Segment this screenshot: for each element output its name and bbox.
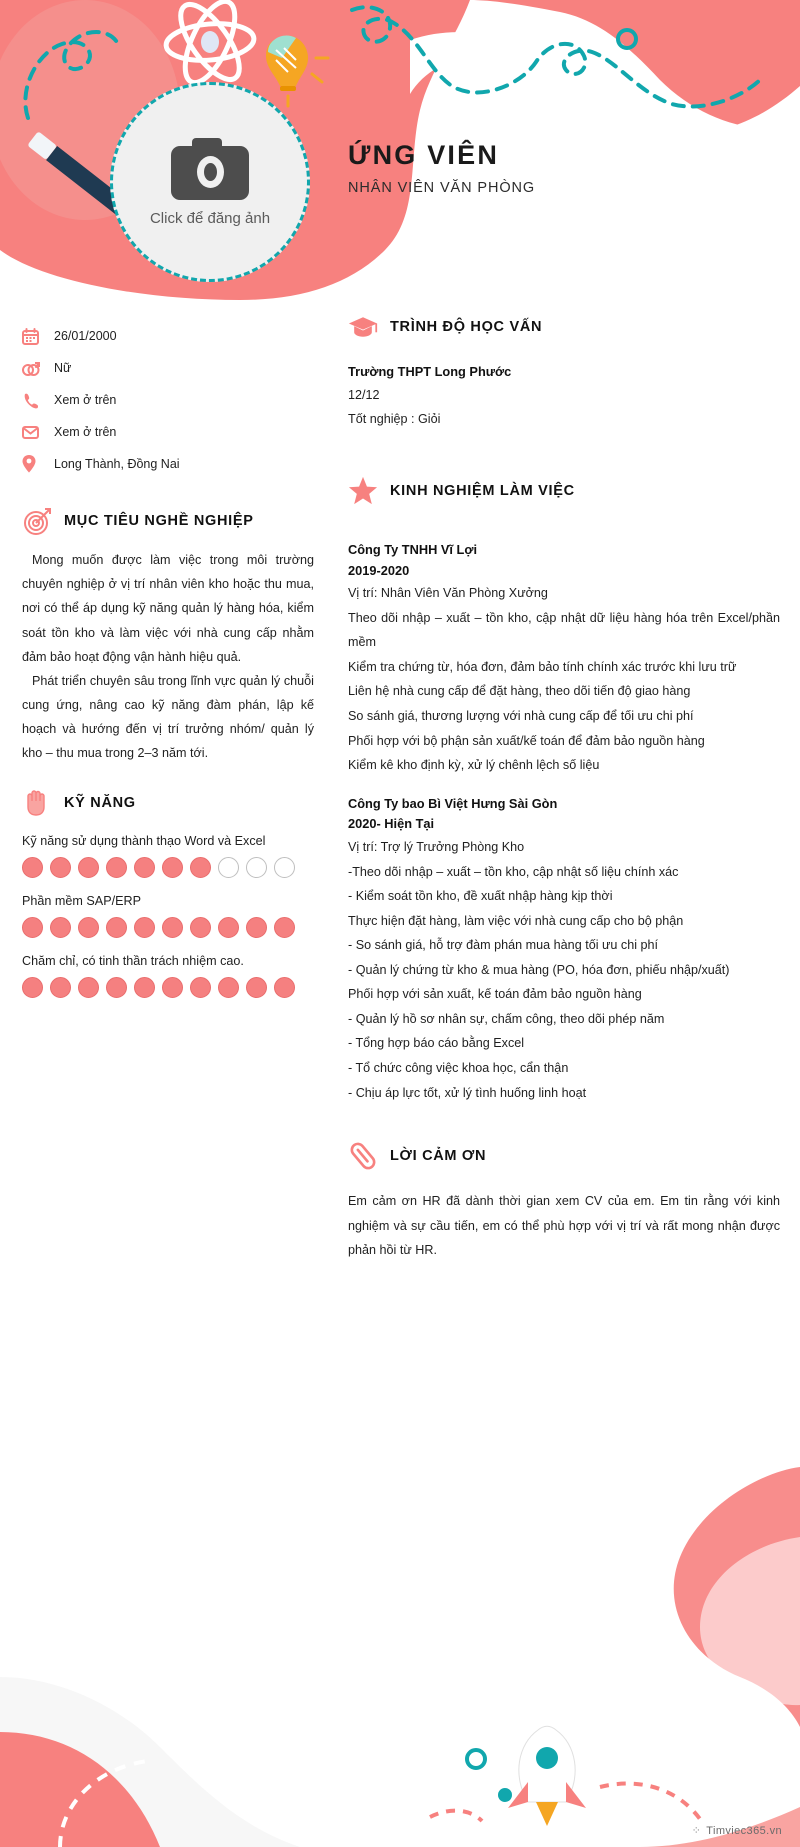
experience-period: 2019-2020 bbox=[348, 562, 410, 578]
skills-title: KỸ NĂNG bbox=[64, 794, 136, 811]
rating-dot[interactable] bbox=[22, 857, 43, 878]
rating-dot[interactable] bbox=[274, 917, 295, 938]
rating-dot[interactable] bbox=[162, 977, 183, 998]
rating-dot[interactable] bbox=[134, 977, 155, 998]
rating-dot[interactable] bbox=[106, 977, 127, 998]
contact-row bbox=[22, 352, 314, 384]
calendar-icon bbox=[22, 328, 54, 345]
contact-value: Long Thành, Đồng Nai bbox=[54, 457, 180, 471]
education-line: 12/12 bbox=[348, 387, 380, 402]
mail-icon bbox=[22, 425, 54, 440]
rating-dot[interactable] bbox=[22, 977, 43, 998]
rating-dot[interactable] bbox=[78, 917, 99, 938]
experience-period: 2020- Hiện Tại bbox=[348, 816, 435, 832]
hand-icon bbox=[22, 788, 52, 818]
rating-dot[interactable] bbox=[106, 917, 127, 938]
right-column bbox=[348, 312, 780, 1263]
experience-duty: - So sánh giá, hỗ trợ đàm phán mua hàng tối ưu chi phí bbox=[348, 938, 659, 953]
experience-position: Vị trí: Trợ lý Trưởng Phòng Kho bbox=[348, 840, 525, 855]
skills-heading bbox=[22, 788, 314, 818]
rating-dot[interactable] bbox=[78, 857, 99, 878]
rating-dot[interactable] bbox=[190, 917, 211, 938]
candidate-name: ỨNG VIÊN bbox=[348, 140, 500, 170]
experience-company: Công Ty TNHH Vĩ Lợi bbox=[348, 541, 477, 557]
rating-dot[interactable] bbox=[218, 917, 239, 938]
rating-dot[interactable] bbox=[50, 977, 71, 998]
rating-dot[interactable] bbox=[190, 857, 211, 878]
contact-value: Nữ bbox=[54, 361, 72, 375]
brand-mark-icon: ⁘ bbox=[691, 1825, 702, 1837]
left-column bbox=[22, 312, 314, 1014]
rating-dot[interactable] bbox=[162, 917, 183, 938]
objective-paragraph: Mong muốn được làm việc trong môi trường chuyên nghiệp ở vị trí nhân viên kho hoặc thu mua, nơi có thể áp dụng kỹ năng quản lý hàng hóa, kiểm soát tồn kho và làm việc với nhà cung cấp nhằm đảm bảo hoạt động vận hành hiệu quả. bbox=[22, 553, 314, 664]
camera-icon bbox=[171, 138, 249, 200]
gender-icon bbox=[22, 360, 54, 377]
experience-duty: Phối hợp với bộ phận sản xuất/kế toán để đảm bảo nguồn hàng bbox=[348, 733, 705, 748]
experience-duty: Liên hệ nhà cung cấp để đặt hàng, theo dõi tiến độ giao hàng bbox=[348, 684, 691, 699]
contact-row bbox=[22, 416, 314, 448]
candidate-role: NHÂN VIÊN VĂN PHÒNG bbox=[348, 180, 536, 196]
contact-row bbox=[22, 448, 314, 480]
rating-dot[interactable] bbox=[162, 857, 183, 878]
contact-value: 26/01/2000 bbox=[54, 329, 117, 343]
experience-duty: - Tổng hợp báo cáo bằng Excel bbox=[348, 1036, 525, 1051]
rating-dot[interactable] bbox=[78, 977, 99, 998]
star-icon bbox=[348, 476, 378, 506]
experience-duty: Theo dõi nhập – xuất – tồn kho, cập nhật dữ liệu hàng hóa trên Excel/phần mềm bbox=[348, 610, 780, 650]
contact-row bbox=[22, 384, 314, 416]
location-pin-icon bbox=[22, 455, 54, 473]
target-icon bbox=[22, 506, 52, 536]
photo-upload-label: Click để đăng ảnh bbox=[149, 209, 271, 227]
contact-row bbox=[22, 320, 314, 352]
objective-paragraph: Phát triển chuyên sâu trong lĩnh vực quản lý chuỗi cung ứng, nâng cao kỹ năng đàm phán, lập kế hoạch và hướng đến vị trí trưởng nhóm/ quản lý kho – thu mua trong 2–3 năm tới. bbox=[22, 673, 314, 761]
experience-heading bbox=[348, 476, 780, 506]
contact-value: Xem ở trên bbox=[54, 393, 117, 407]
paperclip-icon bbox=[348, 1141, 378, 1171]
rating-dot[interactable] bbox=[22, 917, 43, 938]
photo-upload-area[interactable] bbox=[110, 82, 310, 282]
rating-dot[interactable] bbox=[274, 857, 295, 878]
rating-dot[interactable] bbox=[50, 857, 71, 878]
education-title: TRÌNH ĐỘ HỌC VẤN bbox=[390, 319, 543, 335]
experience-duty: Kiểm tra chứng từ, hóa đơn, đảm bảo tính chính xác trước khi lưu trữ bbox=[348, 659, 737, 674]
experience-company: Công Ty bao Bì Việt Hưng Sài Gòn bbox=[348, 795, 558, 811]
education-line: Tốt nghiệp : Giỏi bbox=[348, 412, 441, 427]
objective-heading bbox=[22, 506, 314, 536]
thanks-heading bbox=[348, 1141, 780, 1171]
rating-dot[interactable] bbox=[246, 917, 267, 938]
objective-title: MỤC TIÊU NGHỀ NGHIỆP bbox=[64, 513, 254, 529]
experience-entry bbox=[348, 540, 780, 778]
rating-dot[interactable] bbox=[190, 977, 211, 998]
objective-body bbox=[22, 548, 314, 766]
skill-rating[interactable] bbox=[22, 917, 314, 938]
rating-dot[interactable] bbox=[246, 977, 267, 998]
education-school: Trường THPT Long Phước bbox=[348, 364, 512, 379]
experience-entry bbox=[348, 794, 780, 1105]
thanks-body: Em cảm ơn HR đã dành thời gian xem CV của em. Em tin rằng với kinh nghiệm và sự cầu tiến, em có thể phù hợp với vị trí và rất mong nhận được phản hồi từ HR. bbox=[348, 1194, 780, 1258]
skill-name: Kỹ năng sử dụng thành thạo Word và Excel bbox=[22, 833, 266, 848]
rating-dot[interactable] bbox=[50, 917, 71, 938]
education-heading bbox=[348, 312, 780, 342]
experience-duty: - Quản lý hồ sơ nhân sự, chấm công, theo dõi phép năm bbox=[348, 1011, 665, 1026]
candidate-header bbox=[348, 140, 535, 196]
experience-duty: - Chịu áp lực tốt, xử lý tình huống linh hoạt bbox=[348, 1085, 587, 1100]
thanks-title: LỜI CẢM ƠN bbox=[390, 1148, 487, 1165]
graduation-cap-icon bbox=[348, 312, 378, 342]
experience-duty: - Kiểm soát tồn kho, đề xuất nhập hàng kịp thời bbox=[348, 889, 613, 904]
rating-dot[interactable] bbox=[106, 857, 127, 878]
skill-name: Chăm chỉ, có tinh thần trách nhiệm cao. bbox=[22, 953, 244, 968]
experience-list bbox=[348, 540, 780, 1105]
rating-dot[interactable] bbox=[218, 857, 239, 878]
experience-duty: - Tổ chức công việc khoa học, cẩn thận bbox=[348, 1060, 569, 1075]
experience-duty: -Theo dõi nhập – xuất – tồn kho, cập nhật số liệu chính xác bbox=[348, 864, 679, 879]
skill-name: Phần mềm SAP/ERP bbox=[22, 893, 141, 908]
brand-name: Timviec365.vn bbox=[706, 1825, 782, 1837]
education-lines bbox=[348, 383, 780, 432]
experience-duty: So sánh giá, thương lượng với nhà cung cấp để tối ưu chi phí bbox=[348, 708, 694, 723]
contact-list bbox=[22, 320, 314, 480]
rating-dot[interactable] bbox=[274, 977, 295, 998]
skill-rating[interactable] bbox=[22, 857, 314, 878]
brand-watermark bbox=[692, 1824, 782, 1837]
experience-duty: Phối hợp với sản xuất, kế toán đảm bảo nguồn hàng bbox=[348, 987, 642, 1002]
phone-icon bbox=[22, 392, 54, 409]
experience-duty: Kiểm kê kho định kỳ, xử lý chênh lệch số liệu bbox=[348, 758, 600, 773]
footer-decoration bbox=[0, 1377, 800, 1847]
rating-dot[interactable] bbox=[134, 917, 155, 938]
skill-rating[interactable] bbox=[22, 977, 314, 998]
rating-dot[interactable] bbox=[218, 977, 239, 998]
contact-value: Xem ở trên bbox=[54, 425, 117, 439]
skills-list bbox=[22, 834, 314, 998]
experience-duty: Thực hiện đặt hàng, làm việc với nhà cung cấp cho bộ phận bbox=[348, 913, 684, 928]
experience-title: KINH NGHIỆM LÀM VIỆC bbox=[390, 482, 575, 499]
experience-duty: - Quản lý chứng từ kho & mua hàng (PO, hóa đơn, phiếu nhập/xuất) bbox=[348, 962, 730, 977]
rating-dot[interactable] bbox=[246, 857, 267, 878]
experience-position: Vị trí: Nhân Viên Văn Phòng Xưởng bbox=[348, 586, 548, 601]
rating-dot[interactable] bbox=[134, 857, 155, 878]
